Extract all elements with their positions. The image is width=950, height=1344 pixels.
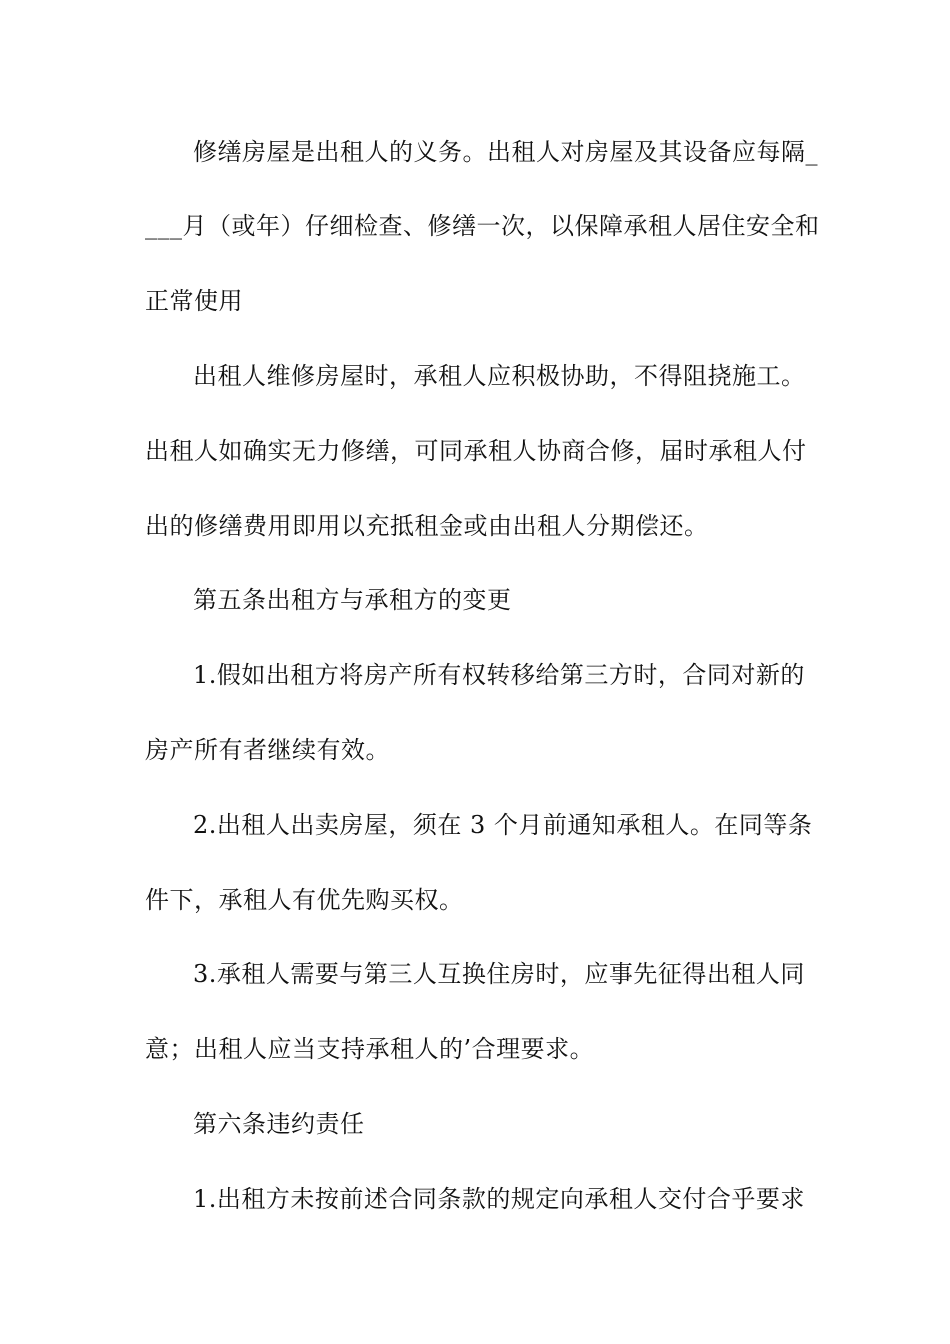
section-heading: 第五条出租方与承租方的变更 — [193, 586, 512, 614]
list-item-line: 件下，承租人有优先购买权。 — [145, 886, 464, 914]
paragraph-line: 出租人如确实无力修缮，可同承租人协商合修，届时承租人付 — [145, 437, 807, 465]
list-item-line: 1.出租方未按前述合同条款的规定向承租人交付合乎要求 — [193, 1185, 805, 1213]
paragraph-line: 修缮房屋是出租人的义务。出租人对房屋及其设备应每隔_ — [193, 138, 818, 166]
paragraph-line: 出租人维修房屋时，承租人应积极协助，不得阻挠施工。 — [193, 362, 806, 390]
list-item-line: 意；出租人应当支持承租人的’合理要求。 — [145, 1035, 595, 1063]
list-item-line: 2.出租人出卖房屋，须在 3 个月前通知承租人。在同等条 — [193, 811, 813, 839]
list-item-line: 房产所有者继续有效。 — [145, 736, 390, 764]
paragraph-line: 出的修缮费用即用以充抵租金或由出租人分期偿还。 — [145, 512, 709, 540]
list-item-line: 1.假如出租方将房产所有权转移给第三方时，合同对新的 — [193, 661, 805, 689]
section-heading: 第六条违约责任 — [193, 1110, 365, 1138]
list-item-line: 3.承租人需要与第三人互换住房时，应事先征得出租人同 — [193, 960, 805, 988]
paragraph-line: ___月（或年）仔细检查、修缮一次，以保障承租人居住安全和 — [145, 212, 820, 240]
paragraph-line: 正常使用 — [145, 287, 243, 315]
